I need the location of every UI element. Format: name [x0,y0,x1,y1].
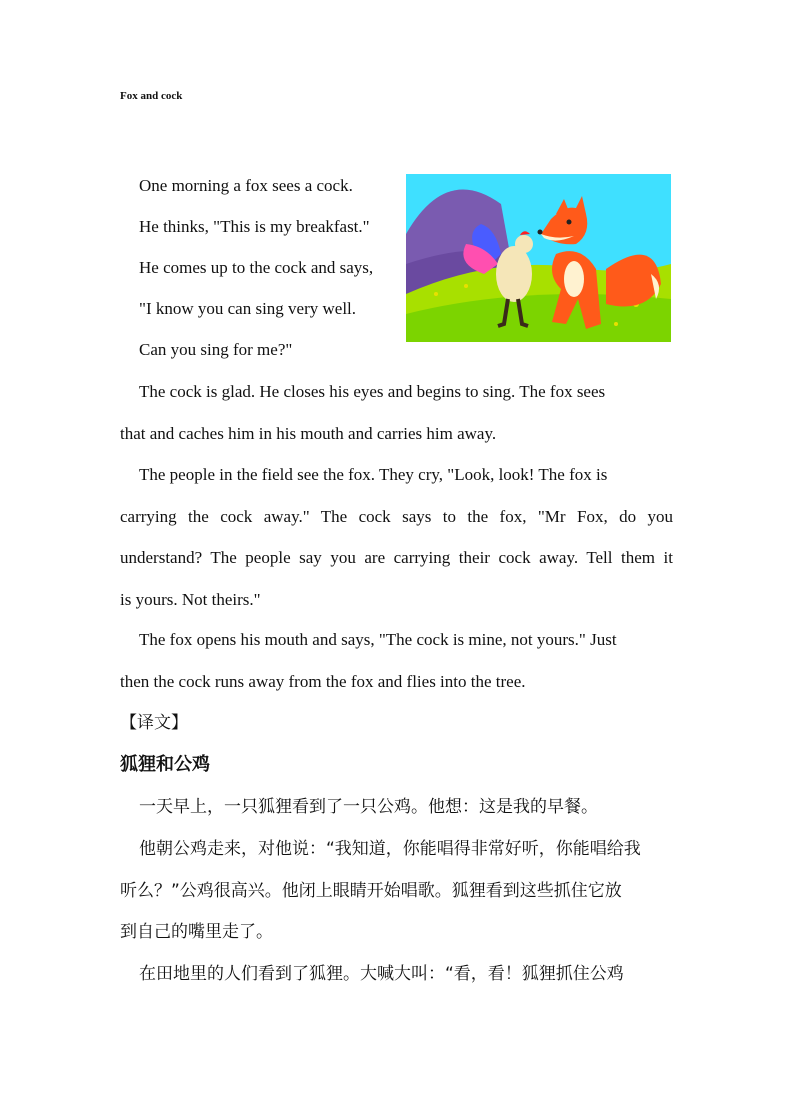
translation-line: 一天早上，一只狐狸看到了一只公鸡。他想：这是我的早餐。 [139,797,598,817]
story-line: is yours. Not theirs." [120,590,261,609]
story-line: The cock is glad. He closes his eyes and begins to sing. The fox sees [139,382,606,401]
story-line: The people in the field see the fox. They cry, "Look, look! The fox is [139,465,608,484]
story-line: He comes up to the cock and says, [139,258,374,277]
fox-and-cock-illustration [406,174,671,342]
story-line: One morning a fox sees a cock. [139,176,353,195]
translation-line: 他朝公鸡走来，对他说：“我知道，你能唱得非常好听，你能唱给我 [139,839,641,859]
story-line: that and caches him in his mouth and carries him away. [120,424,497,443]
story-line: The fox opens his mouth and says, "The cock is mine, not yours." Just [139,630,617,649]
story-line: He thinks, "This is my breakfast." [139,217,370,236]
translation-line: 听么？”公鸡很高兴。他闭上眼睛开始唱歌。狐狸看到这些抓住它放 [120,881,622,901]
translation-title: 狐狸和公鸡 [120,754,210,775]
story-line: Can you sing for me?" [139,340,293,359]
document-title: Fox and cock [120,90,183,102]
story-line: understand? The people say you are carrying their cock away. Tell them it [120,548,673,567]
translation-line: 在田地里的人们看到了狐狸。大喊大叫：“看，看！狐狸抓住公鸡 [139,964,624,984]
story-line: carrying the cock away." The cock says to the fox, "Mr Fox, do you [120,507,673,526]
story-line: then the cock runs away from the fox and flies into the tree. [120,672,526,691]
story-line: "I know you can sing very well. [139,299,357,318]
fox-and-cock-picture [406,174,671,342]
translation-label: 【译文】 [120,713,188,733]
translation-line: 到自己的嘴里走了。 [120,922,273,942]
